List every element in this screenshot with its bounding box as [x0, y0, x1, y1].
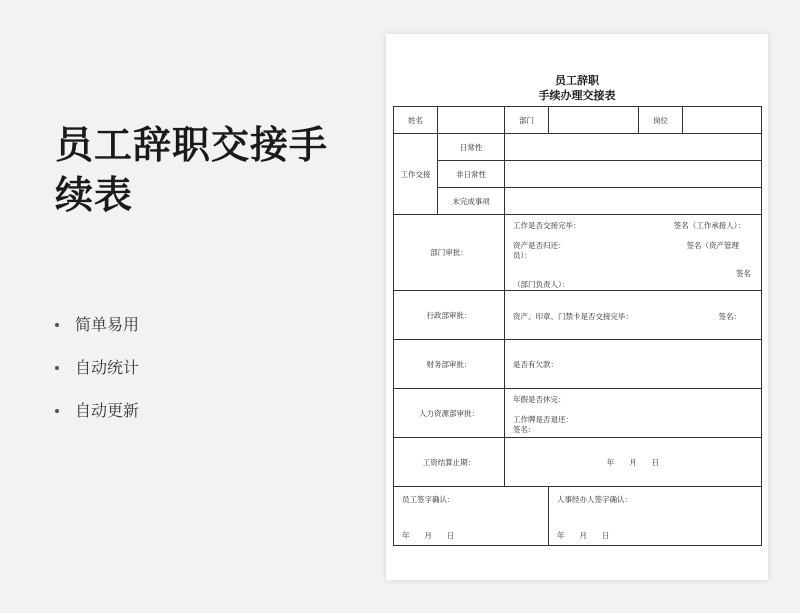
feature-item: 自动更新 [55, 398, 139, 441]
employee-confirm-cell[interactable]: 员工签字确认： 年 月 日 [394, 487, 549, 546]
handover-item-daily: 日常性 [438, 134, 505, 161]
feature-list [55, 312, 139, 441]
bullet-icon [55, 366, 59, 370]
finance-approval-content: 是否有欠款： [505, 340, 762, 389]
name-label: 姓名 [394, 107, 438, 134]
headline: 员工辞职交接手续表 [55, 123, 329, 217]
post-label: 岗位 [639, 107, 683, 134]
feature-item: 简单易用 [55, 312, 139, 355]
bullet-icon [55, 323, 59, 327]
handover-daily-field[interactable] [505, 134, 762, 161]
handover-nondaily-field[interactable] [505, 161, 762, 188]
bullet-icon [55, 409, 59, 413]
salary-end-label: 工资结算止期： [394, 438, 505, 487]
feature-item: 自动统计 [55, 355, 139, 398]
post-field[interactable] [683, 107, 762, 134]
handover-form [393, 106, 762, 546]
handover-item-unfinished: 未完成事项 [438, 188, 505, 215]
document-preview [386, 34, 768, 580]
doc-subtitle: 手续办理交接表 [538, 89, 616, 102]
handover-unfinished-field[interactable] [505, 188, 762, 215]
work-handover-label: 工作交接 [394, 134, 438, 215]
dept-field[interactable] [549, 107, 639, 134]
hr-approval-label: 人力资源部审批： [394, 389, 505, 438]
doc-title: 员工辞职 [555, 74, 599, 87]
handover-item-nondaily: 非日常性 [438, 161, 505, 188]
dept-label: 部门 [505, 107, 549, 134]
hr-approval-content: 年假是否休完： 工作牌是否退还： 签名： [505, 389, 762, 438]
dept-approval-content: 工作是否交接完毕： 签名（工作承接人）： 资产是否归还： 签名（资产管理 员）： 签名 （部门负责人）： [505, 215, 762, 291]
admin-approval-content: 资产、印章、门禁卡是否交接完毕： 签名： [505, 291, 762, 340]
salary-end-date[interactable]: 年 月 日 [505, 438, 762, 487]
name-field[interactable] [438, 107, 505, 134]
dept-approval-label: 部门审批： [394, 215, 505, 291]
hr-confirm-cell[interactable]: 人事经办人签字确认： 年 月 日 [549, 487, 762, 546]
finance-approval-label: 财务部审批： [394, 340, 505, 389]
admin-approval-label: 行政部审批： [394, 291, 505, 340]
